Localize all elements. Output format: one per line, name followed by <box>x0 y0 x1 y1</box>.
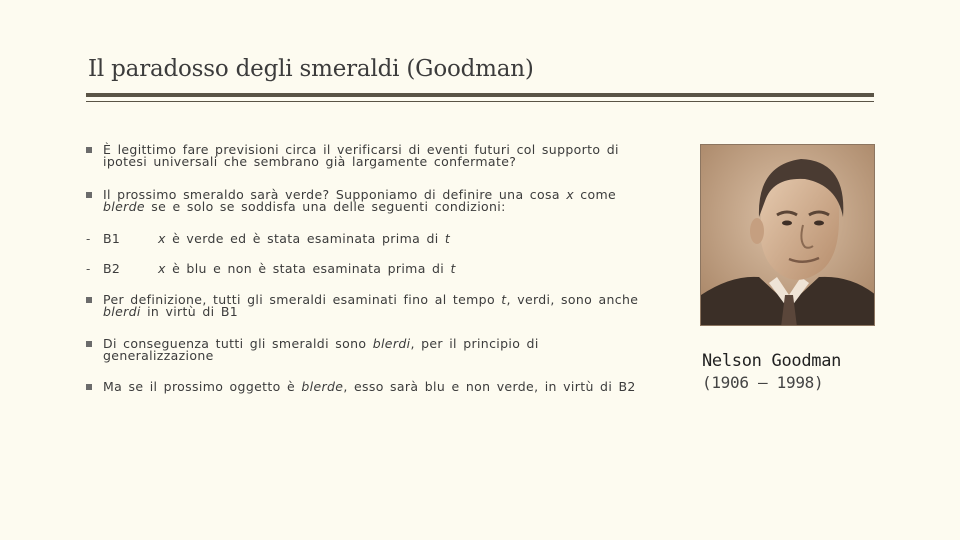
list-item <box>86 294 646 318</box>
list-item-text: Di conseguenza tutti gli smeraldi sono blerdi, per il principio di generalizzazione <box>103 336 539 363</box>
portrait-caption-name: Nelson Goodman <box>702 351 842 371</box>
list-item-text: È legittimo fare previsioni circa il verificarsi di eventi futuri col supporto di ipotesi universali che sembrano già largamente confermate? <box>103 142 619 169</box>
list-item-text: Ma se il prossimo oggetto è blerde, esso sarà blu e non verde, in virtù di B2 <box>103 379 636 394</box>
portrait-illustration <box>701 145 875 326</box>
square-bullet-icon <box>86 297 92 303</box>
list-item <box>86 338 646 362</box>
list-item <box>86 144 646 168</box>
portrait-photo <box>700 144 875 326</box>
list-item <box>86 233 646 245</box>
slide-title: Il paradosso degli smeraldi (Goodman) <box>88 56 534 82</box>
square-bullet-icon <box>86 341 92 347</box>
list-item-text: B1 x è verde ed è stata esaminata prima di t <box>103 231 451 246</box>
dash-bullet-icon: - <box>86 232 91 246</box>
list-item <box>86 189 646 213</box>
square-bullet-icon <box>86 147 92 153</box>
title-rule-thin <box>86 101 874 102</box>
title-rule-thick <box>86 93 874 97</box>
square-bullet-icon <box>86 384 92 390</box>
square-bullet-icon <box>86 192 92 198</box>
list-item-text: Il prossimo smeraldo sarà verde? Supponiamo di definire una cosa x come blerde se e solo se soddisfa una delle seguenti condizioni: <box>103 187 617 214</box>
list-item-text: Per definizione, tutti gli smeraldi esaminati fino al tempo t, verdi, sono anche blerdi in virtù di B1 <box>103 292 639 319</box>
list-item-text: B2 x è blu e non è stata esaminata prima di t <box>103 261 456 276</box>
portrait-caption-years: (1906 – 1998) <box>702 373 824 392</box>
list-item <box>86 263 646 275</box>
dash-bullet-icon: - <box>86 262 91 276</box>
list-item <box>86 381 646 393</box>
